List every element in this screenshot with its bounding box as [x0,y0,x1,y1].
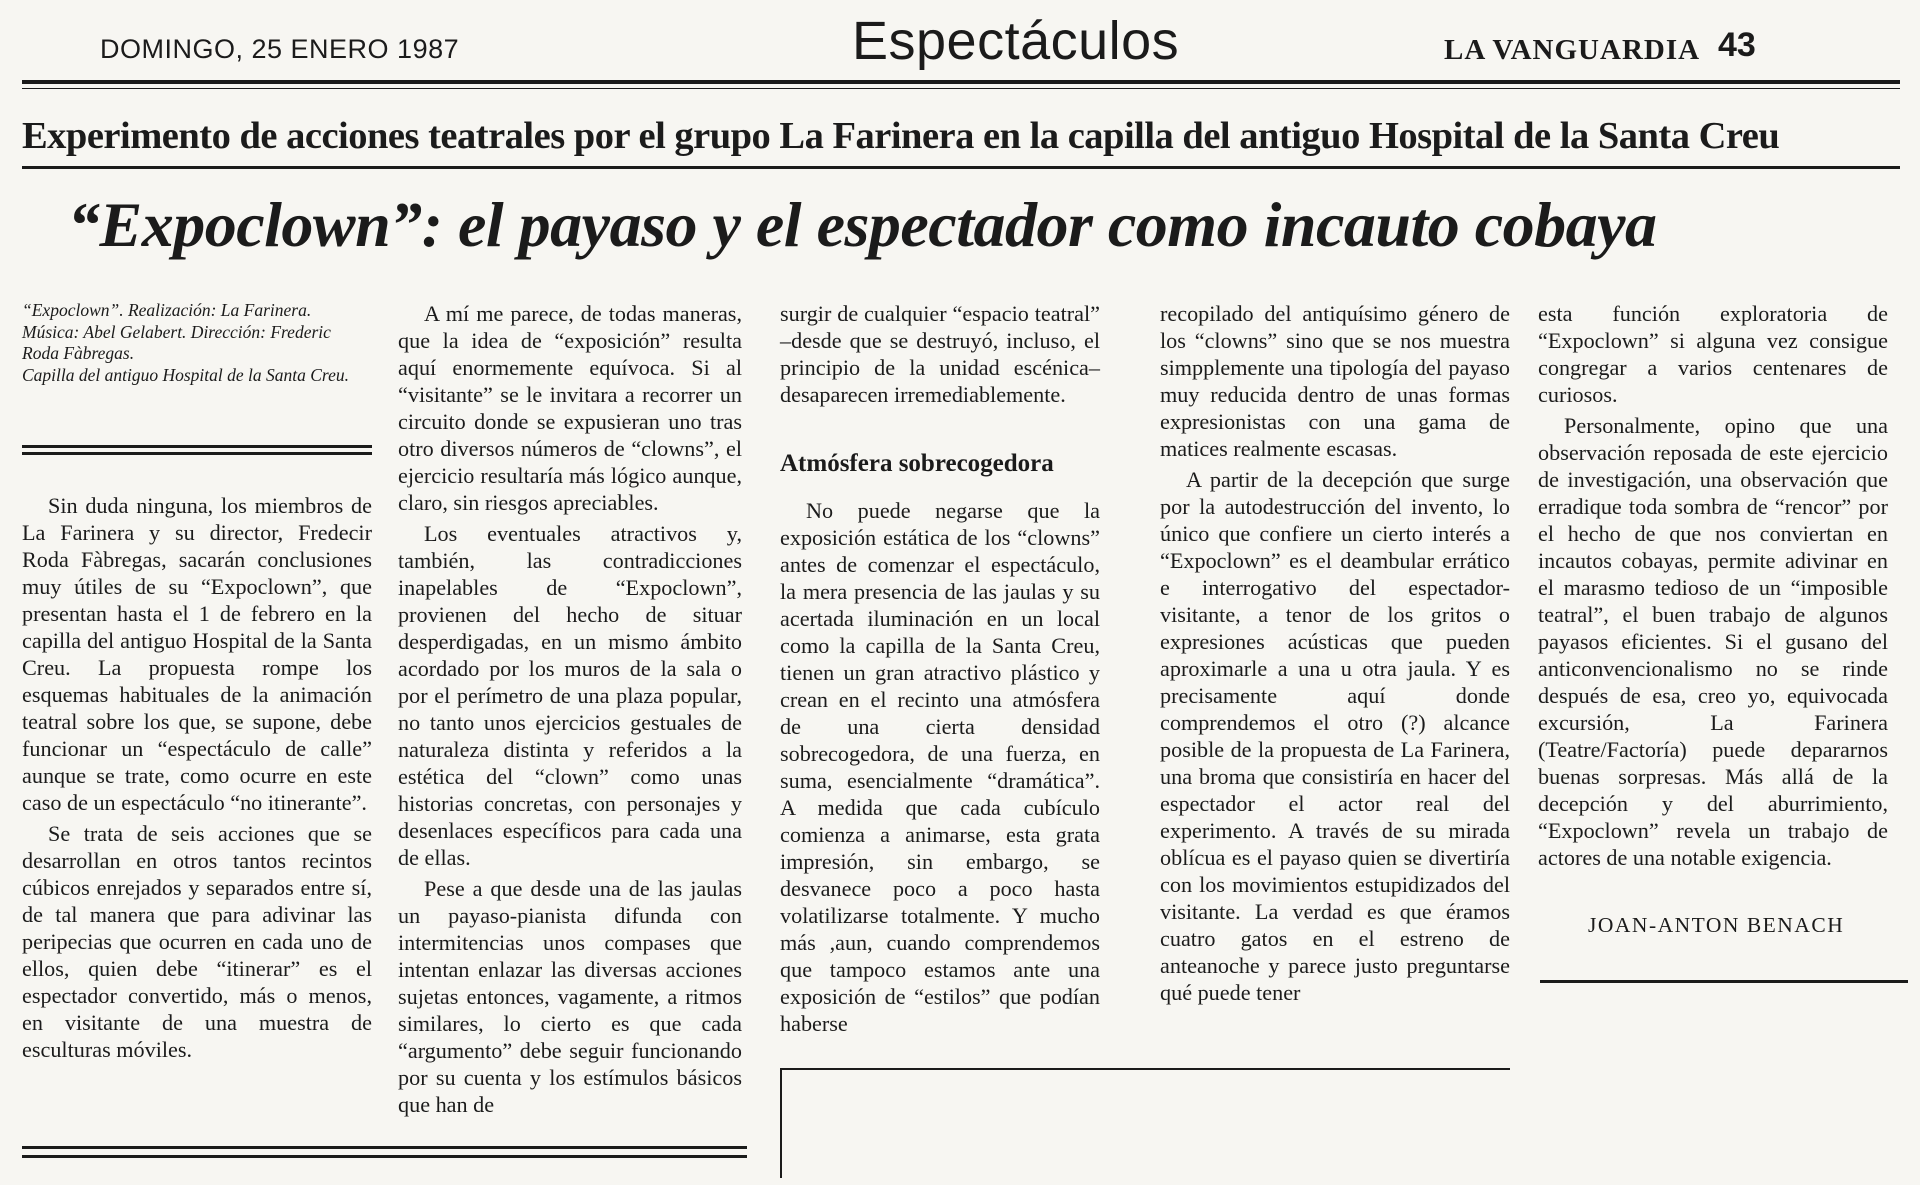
paragraph: A mí me parece, de todas maneras, que la idea de “exposición” resulta aquí enormemente equívoca. Si al “visitante” se le invitara a recorrer un circuito donde se expusieran uno tras otro diversos números de “clowns”, el ejercicio resultaría más lógico aunque, claro, sin riesgos apreciables. [398,301,742,515]
credit-line: Capilla del antiguo Hospital de la Santa Creu. [22,364,349,385]
paragraph: Pese a que desde una de las jaulas un payaso-pianista difunda con intermitencias unos compases que intentan enlazar las diversas acciones sujetas entonces, vagamente, a ritmos similares, lo cierto es que cada “argumento” debe seguir funcionando por su cuenta y los estímulos básicos que han de [398,876,742,1117]
credits-rule-top [22,445,372,448]
paragraph: recopilado del antiquísimo género de los “clowns” sino que se nos muestra simpplemente una tipología del payaso muy reducida dentro de unas formas expresionistas con una gama de matices realmente escasas. [1160,301,1510,461]
masthead-rule-thick [22,80,1900,84]
paragraph: Personalmente, opino que una observación reposada de este ejercicio de investigación, una observación que erradique toda sombra de “rencor” por el hecho de que nos conviertan en incautos cobayas, permite adivinar en el marasmo tedioso de un “imposible teatral”, el buen trabajo de algunos payasos eficientes. Si el gusano del anticonvencionalismo no se rinde después de esa, creo yo, equivocada excursión, La Farinera (Teatre/Factoría) puede depararnos buenas sorpresas. Más allá de la decepción y del aburrimiento, “Expoclown” revela un trabajo de actores de una notable exigencia. [1538,413,1888,870]
article-headline: “Expoclown”: el payaso y el espectador como incauto cobaya [68,189,1657,260]
credit-line: “Expoclown”. Realización: La Farinera. [22,300,312,320]
masthead-rule-thin [22,88,1900,89]
bottom-rule-top [22,1146,747,1149]
paragraph: surgir de cualquier “espacio teatral” –desde que se destruyó, incluso, el principio de la unidad escénica– desaparecen irremediablemente. [780,301,1100,407]
article-column-5 [1538,300,1888,871]
bottom-rule-bottom [22,1155,747,1158]
article-column-1 [22,492,372,1063]
adjacent-box-left [780,1068,782,1178]
paragraph: A partir de la decepción que surge por la autodestrucción del invento, lo único que confiere un cierto interés a “Expoclown” es el deambular errático e interrogativo del espectador-visitante, a tenor de los gritos o expresiones acústicas que pueden aproximarle a una u otra jaula. Y es precisamente aquí donde comprendemos el otro (?) alcance posible de la propuesta de La Farinera, una broma que consistiría en hacer del espectador el actor real del experimento. A través de su mirada oblícua es el payaso quien se divertiría con los movimientos estupidizados del visitante. La verdad es que éramos cuatro gatos en el estreno de anteanoche y parece justo preguntarse qué puede tener [1160,467,1510,1005]
page-number: 43 [1718,26,1756,64]
credit-line: Música: Abel Gelabert. Dirección: Frederic Roda Fàbregas. [22,321,331,363]
production-credits [22,300,367,386]
newspaper-name: LA VANGUARDIA [1444,34,1701,66]
article-column-3 [780,300,1100,1037]
article-column-4 [1160,300,1510,1006]
article-subhead: Atmósfera sobrecogedora [780,450,1054,477]
article-column-2 [398,300,742,1118]
paragraph: Los eventuales atractivos y, también, las contradicciones inapelables de “Expoclown”, provienen del hecho de situar desperdigadas, en un mismo ámbito acordado por los muros de la sala o por el perímetro de una plaza popular, no tanto unos ejercicios gestuales de naturaleza distinta y referidos a la estética del “clown” como unas historias concretas, con personajes y desenlaces específicos para cada una de ellas. [398,521,742,870]
article-byline: JOAN-ANTON BENACH [1588,913,1845,937]
article-kicker: Experimento de acciones teatrales por el grupo La Farinera en la capilla del antiguo Hospital de la Santa Creu [22,115,1780,157]
paragraph: esta función exploratoria de “Expoclown” si alguna vez consigue congregar a varios centenares de curiosos. [1538,301,1888,407]
paragraph: No puede negarse que la exposición estática de los “clowns” antes de comenzar el espectáculo, la mera presencia de las jaulas y su acertada iluminación en un local como la capilla de la Santa Creu, tienen un gran atractivo plástico y crean en el recinto una atmósfera de una cierta densidad sobrecogedora, de una fuerza, en suma, esencialmente “dramática”. A medida que cada cubículo comienza a animarse, esta grata impresión, sin embargo, se desvanece poco a poco hasta volatilizarse totalmente. Y mucho más ,aun, cuando comprendemos que tampoco estamos ante una exposición de “estilos” que podían haberse [780,498,1100,1036]
adjacent-box-top [780,1068,1510,1070]
paragraph: Sin duda ninguna, los miembros de La Farinera y su director, Fredecir Roda Fàbregas, sacarán conclusiones muy útiles de su “Expoclown”, que presentan hasta el 1 de febrero en la capilla del antiguo Hospital de la Santa Creu. La propuesta rompe los esquemas habituales de la animación teatral sobre los que, se supone, debe funcionar un “espectáculo de calle” aunque se trate, como ocurre en este caso de un espectáculo “no itinerante”. [22,493,372,815]
issue-date: DOMINGO, 25 ENERO 1987 [100,34,460,64]
credits-rule-bottom [22,452,372,455]
section-title: Espectáculos [852,11,1180,71]
kicker-rule [22,166,1900,169]
byline-rule [1540,980,1908,983]
paragraph: Se trata de seis acciones que se desarrollan en otros tantos recintos cúbicos enrejados y separados entre sí, de tal manera que para adivinar las peripecias que ocurren en cada uno de ellos, quien debe “itinerar” es el espectador convertido, más o menos, en visitante de una muestra de esculturas móviles. [22,821,372,1062]
